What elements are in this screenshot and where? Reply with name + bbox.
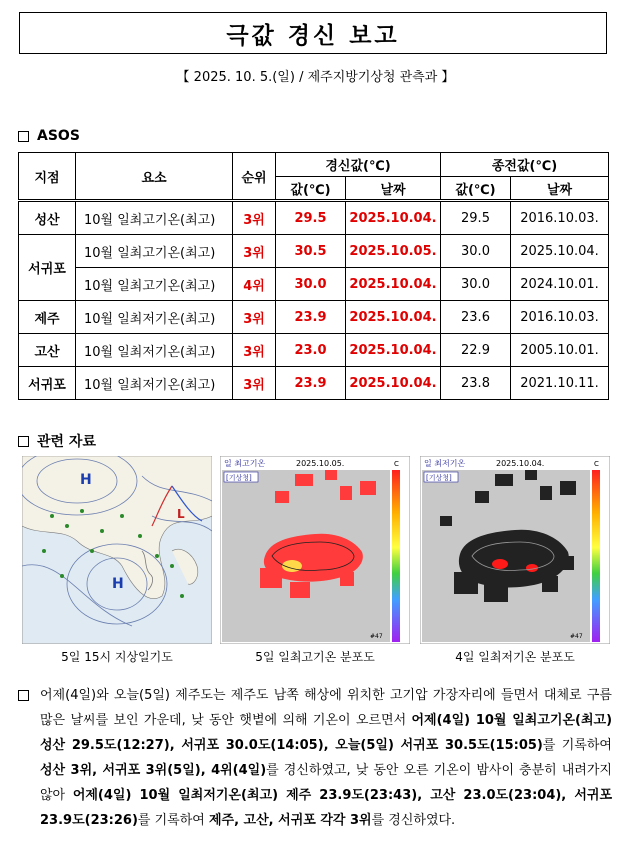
cell-station: 제주 — [19, 301, 76, 334]
table-row — [19, 334, 609, 367]
table-row — [19, 268, 609, 301]
square-bullet-icon — [18, 690, 29, 701]
section-asos-label: ASOS — [37, 128, 80, 144]
min-temp-map-figure — [420, 456, 610, 644]
cell-element: 10월 일최저기온(최고) — [76, 334, 233, 367]
table-row — [19, 367, 609, 400]
cell-rank: 3위 — [233, 201, 276, 235]
cell-new-date: 2025.10.04. — [346, 268, 441, 301]
section-asos — [18, 128, 80, 144]
report-title-box — [19, 12, 607, 54]
cell-new-val: 23.0 — [276, 334, 346, 367]
table-row — [19, 201, 609, 235]
high-pressure-label-2: H — [112, 576, 124, 592]
cell-rank: 3위 — [233, 235, 276, 268]
asos-table — [18, 152, 609, 400]
max-temp-map-image — [220, 456, 410, 644]
header-new-value: 경신값(℃) — [276, 153, 441, 177]
cell-station: 서귀포 — [19, 367, 76, 400]
cell-old-val: 29.5 — [441, 201, 511, 235]
cell-new-val: 29.5 — [276, 201, 346, 235]
cell-rank: 3위 — [233, 367, 276, 400]
header-prev-value: 종전값(℃) — [441, 153, 609, 177]
cell-element: 10월 일최저기온(최고) — [76, 367, 233, 400]
map-badge: [기상청] — [426, 474, 452, 482]
table-row — [19, 235, 609, 268]
cell-old-date: 2016.10.03. — [511, 201, 609, 235]
cell-old-date: 2005.10.01. — [511, 334, 609, 367]
cell-new-val: 30.0 — [276, 268, 346, 301]
figure-caption-weather-chart: 5일 15시 지상일기도 — [61, 650, 173, 664]
map-title: 일 최고기온 — [224, 459, 266, 468]
header-rank: 순위 — [233, 153, 276, 201]
cell-new-val: 30.5 — [276, 235, 346, 268]
summary-segment-bold: 제주, 고산, 서귀포 각각 3위 — [208, 813, 372, 828]
cell-new-date: 2025.10.04. — [346, 201, 441, 235]
cell-old-val: 30.0 — [441, 235, 511, 268]
cell-element: 10월 일최고기온(최고) — [76, 268, 233, 301]
cell-new-val: 23.9 — [276, 367, 346, 400]
cell-rank: 4위 — [233, 268, 276, 301]
cell-old-val: 22.9 — [441, 334, 511, 367]
cell-new-date: 2025.10.04. — [346, 301, 441, 334]
map-unit: C — [594, 460, 599, 468]
cell-station: 성산 — [19, 201, 76, 235]
header-old-date: 날짜 — [511, 177, 609, 201]
high-pressure-label: H — [80, 472, 92, 488]
weather-chart-image — [22, 456, 212, 644]
figure-caption-max-temp: 5일 일최고기온 분포도 — [255, 650, 375, 664]
map-unit: C — [394, 460, 399, 468]
cell-old-date: 2021.10.11. — [511, 367, 609, 400]
low-pressure-label: L — [177, 507, 185, 521]
map-title: 일 최저기온 — [424, 459, 466, 468]
cell-new-date: 2025.10.04. — [346, 367, 441, 400]
summary-segment: 를 경신하였고, 낮 동안 오른 기온이 밤사이 충분히 내려가지 않아 — [40, 763, 612, 803]
cell-element: 10월 일최고기온(최고) — [76, 201, 233, 235]
cell-station: 고산 — [19, 334, 76, 367]
section-related — [18, 431, 96, 451]
cell-old-date: 2024.10.01. — [511, 268, 609, 301]
report-subtitle: 【 2025. 10. 5.(일) / 제주지방기상청 관측과 】 — [176, 70, 455, 85]
cell-old-val: 30.0 — [441, 268, 511, 301]
cell-rank: 3위 — [233, 334, 276, 367]
map-badge: [기상청] — [226, 474, 252, 482]
header-element: 요소 — [76, 153, 233, 201]
header-new-date: 날짜 — [346, 177, 441, 201]
max-temp-map-figure — [220, 456, 410, 644]
summary-segment-bold: 성산 3위, 서귀포 3위(5일), 4위(4일) — [40, 763, 267, 778]
cell-element: 10월 일최고기온(최고) — [76, 235, 233, 268]
summary-segment-bold: 어제(4일) 10월 일최저기온(최고) 제주 23.9도(23:43), 고산 23.0도(23:04), 서귀포 23.9도(23:26) — [40, 788, 613, 828]
summary-segment: 를 경신하였다. — [371, 813, 456, 828]
cell-station: 서귀포 — [19, 235, 76, 301]
cell-new-date: 2025.10.05. — [346, 235, 441, 268]
summary-paragraph — [18, 683, 612, 833]
map-corner-label: #47 — [570, 633, 583, 640]
summary-text — [40, 683, 612, 833]
map-corner-label: #47 — [370, 633, 383, 640]
cell-rank: 3위 — [233, 301, 276, 334]
min-temp-map-image — [420, 456, 610, 644]
square-bullet-icon — [18, 436, 29, 447]
cell-element: 10월 일최저기온(최고) — [76, 301, 233, 334]
cell-old-val: 23.6 — [441, 301, 511, 334]
table-row — [19, 301, 609, 334]
map-date: 2025.10.04. — [496, 459, 545, 468]
map-date: 2025.10.05. — [296, 459, 345, 468]
cell-old-val: 23.8 — [441, 367, 511, 400]
figure-caption-min-temp: 4일 일최저기온 분포도 — [455, 650, 575, 664]
cell-old-date: 2025.10.04. — [511, 235, 609, 268]
report-title: 극값 경신 보고 — [226, 22, 400, 49]
weather-chart-figure — [22, 456, 212, 644]
summary-segment: 를 기록하여 — [137, 813, 209, 828]
square-bullet-icon — [18, 131, 29, 142]
summary-segment-bold: 어제(4일) 10월 일최고기온(최고) 성산 29.5도(12:27), 서귀포 30.0도(14:05), 오늘(5일) 서귀포 30.5도(15:05) — [40, 713, 613, 753]
cell-new-date: 2025.10.04. — [346, 334, 441, 367]
summary-segment: 어제(4일)와 오늘(5일) 제주도는 제주도 남쪽 해상에 위치한 고기압 가장자리에 들면서 대체로 구름많은 날씨를 보인 가운데, 낮 동안 햇볕에 의해 기온이 오르면서 — [40, 688, 612, 728]
summary-segment: 를 기록하여 — [542, 738, 612, 753]
header-new-val: 값(℃) — [276, 177, 346, 201]
header-old-val: 값(℃) — [441, 177, 511, 201]
cell-new-val: 23.9 — [276, 301, 346, 334]
cell-old-date: 2016.10.03. — [511, 301, 609, 334]
section-related-label: 관련 자료 — [37, 434, 96, 450]
header-station: 지점 — [19, 153, 76, 201]
